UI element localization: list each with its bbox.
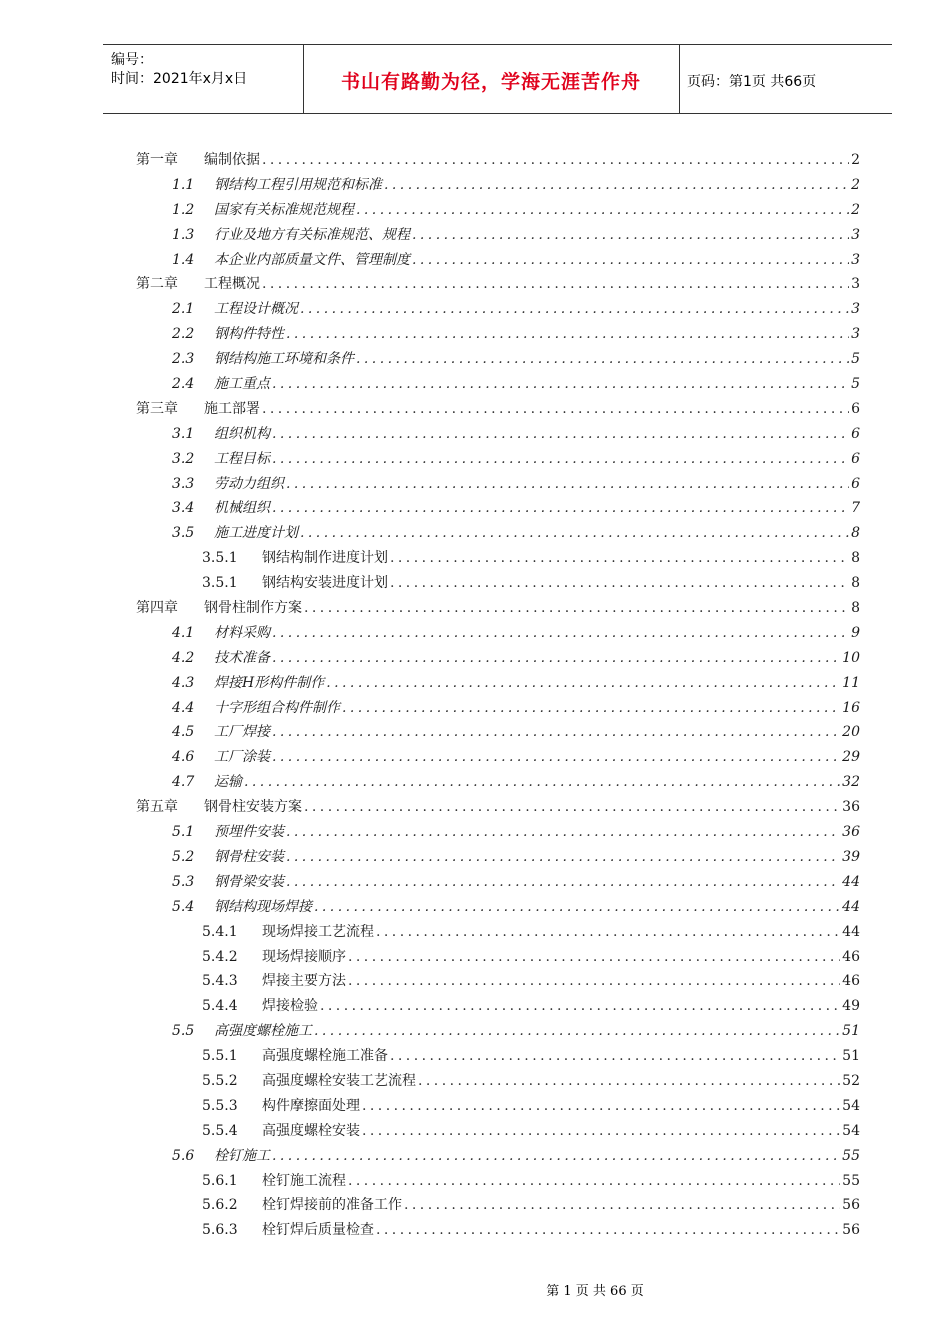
dot-leader: [348, 969, 840, 994]
toc-entry-number: 1.1: [172, 176, 195, 193]
toc-entry[interactable]: [136, 745, 860, 770]
toc-entry-title: 钢构件特性: [214, 326, 284, 343]
toc-entry-page: 8: [851, 525, 860, 542]
dot-leader: [272, 422, 849, 447]
dot-leader: [262, 148, 849, 173]
dot-leader: [412, 248, 849, 273]
header-divider: [303, 45, 304, 113]
toc-entry[interactable]: [136, 571, 860, 596]
toc-entry[interactable]: [136, 223, 860, 248]
toc-entry-title: 构件摩擦面处理: [262, 1097, 360, 1114]
toc-entry-page: 8: [851, 600, 860, 617]
dot-leader: [300, 297, 849, 322]
toc-entry-title: 栓钉施工流程: [262, 1172, 346, 1189]
toc-entry-page: 44: [842, 923, 860, 940]
toc-entry-number: 3.5.1: [202, 575, 238, 592]
toc-entry[interactable]: [136, 347, 860, 372]
toc-entry-title: 工程设计概况: [214, 301, 298, 318]
toc-entry[interactable]: [136, 372, 860, 397]
toc-entry-page: 6: [851, 425, 860, 442]
dot-leader: [390, 1044, 840, 1069]
toc-entry-page: 3: [851, 326, 860, 343]
dot-leader: [384, 173, 849, 198]
toc-entry-page: 56: [842, 1197, 860, 1214]
toc-entry-page: 3: [851, 251, 860, 268]
toc-entry-title: 高强度螺栓施工: [214, 1023, 312, 1040]
dot-leader: [390, 546, 849, 571]
toc-entry[interactable]: [136, 795, 860, 820]
toc-entry-number: 2.1: [172, 301, 195, 318]
dot-leader: [272, 447, 849, 472]
toc-entry-page: 56: [842, 1222, 860, 1239]
header-divider: [679, 45, 680, 113]
dot-leader: [286, 322, 849, 347]
toc-entry-number: 5.5.1: [202, 1048, 238, 1065]
toc-entry[interactable]: [136, 671, 860, 696]
toc-entry-number: 3.4: [172, 500, 195, 517]
dot-leader: [262, 397, 849, 422]
toc-entry-page: 54: [842, 1097, 860, 1114]
date-label: 时间：2021年x月x日: [111, 71, 248, 87]
dot-leader: [286, 870, 840, 895]
toc-entry[interactable]: [136, 521, 860, 546]
footer-page-number: 第 1 页 共 66 页: [546, 1284, 644, 1299]
toc-entry-title: 工程目标: [214, 450, 270, 467]
dot-leader: [272, 1144, 840, 1169]
dot-leader: [314, 1019, 840, 1044]
dot-leader: [272, 720, 840, 745]
toc-entry[interactable]: [136, 322, 860, 347]
toc-entry-number: 2.3: [172, 351, 195, 368]
toc-entry-number: 4.7: [172, 774, 195, 791]
toc-entry-page: 55: [842, 1147, 860, 1164]
toc-entry-title: 高强度螺栓安装工艺流程: [262, 1072, 416, 1089]
toc-entry-page: 2: [851, 152, 860, 168]
toc-entry-number: 5.5: [172, 1023, 195, 1040]
table-of-contents: [136, 148, 860, 1243]
toc-entry[interactable]: [136, 447, 860, 472]
toc-entry[interactable]: [136, 1044, 860, 1069]
toc-entry[interactable]: [136, 646, 860, 671]
toc-entry-number: 4.1: [172, 624, 195, 641]
dot-leader: [320, 994, 840, 1019]
toc-entry-number: 5.2: [172, 848, 195, 865]
toc-entry-title: 钢结构施工环境和条件: [214, 351, 354, 368]
toc-entry-page: 36: [842, 799, 860, 816]
toc-entry-page: 10: [842, 649, 860, 666]
toc-entry-number: 第四章: [136, 600, 178, 617]
dot-leader: [262, 272, 849, 297]
toc-entry-title: 工程概况: [204, 276, 260, 293]
toc-entry-page: 44: [842, 873, 860, 890]
toc-entry[interactable]: [136, 895, 860, 920]
serial-label: 编号：: [111, 52, 153, 68]
toc-entry-number: 2.2: [172, 326, 195, 343]
toc-entry-number: 1.4: [172, 251, 195, 268]
toc-entry-title: 行业及地方有关标准规范、规程: [214, 226, 410, 243]
toc-entry-page: 6: [851, 450, 860, 467]
toc-entry-number: 5.4.1: [202, 923, 238, 940]
toc-entry-number: 第一章: [136, 152, 178, 168]
dot-leader: [272, 496, 849, 521]
toc-entry-number: 4.3: [172, 674, 195, 691]
toc-entry[interactable]: [136, 770, 860, 795]
toc-entry-title: 现场焊接顺序: [262, 948, 346, 965]
toc-entry-page: 46: [842, 973, 860, 990]
toc-entry-title: 栓钉施工: [214, 1147, 270, 1164]
toc-entry-number: 5.6.3: [202, 1222, 238, 1239]
toc-entry-title: 钢结构工程引用规范和标准: [214, 176, 382, 193]
toc-entry[interactable]: [136, 1094, 860, 1119]
dot-leader: [272, 646, 840, 671]
toc-entry[interactable]: [136, 696, 860, 721]
toc-entry-title: 工厂焊接: [214, 724, 270, 741]
toc-entry-page: 44: [842, 898, 860, 915]
dot-leader: [356, 347, 849, 372]
toc-entry[interactable]: [136, 969, 860, 994]
toc-entry[interactable]: [136, 546, 860, 571]
dot-leader: [348, 945, 840, 970]
toc-entry-page: 2: [851, 176, 860, 193]
toc-entry[interactable]: [136, 820, 860, 845]
header-meta: [111, 51, 247, 89]
toc-entry[interactable]: [136, 1193, 860, 1218]
toc-entry-page: 6: [851, 475, 860, 492]
toc-entry[interactable]: [136, 945, 860, 970]
dot-leader: [244, 770, 840, 795]
toc-entry[interactable]: [136, 870, 860, 895]
dot-leader: [272, 621, 849, 646]
dot-leader: [376, 1218, 840, 1243]
toc-entry-title: 本企业内部质量文件、管理制度: [214, 251, 410, 268]
toc-entry-title: 编制依据: [204, 152, 260, 168]
dot-leader: [376, 920, 840, 945]
toc-entry-title: 焊接主要方法: [262, 973, 346, 990]
toc-entry-number: 2.4: [172, 376, 195, 393]
toc-entry-page: 52: [842, 1072, 860, 1089]
toc-entry-title: 钢结构安装进度计划: [262, 575, 388, 592]
toc-entry-number: 5.4.4: [202, 998, 238, 1015]
dot-leader: [362, 1119, 840, 1144]
toc-entry-page: 20: [842, 724, 860, 741]
dot-leader: [286, 820, 840, 845]
toc-entry-page: 29: [842, 749, 860, 766]
dot-leader: [342, 696, 840, 721]
toc-entry-title: 十字形组合构件制作: [214, 699, 340, 716]
toc-entry-number: 5.6.2: [202, 1197, 238, 1214]
toc-entry[interactable]: [136, 397, 860, 422]
toc-entry[interactable]: [136, 1218, 860, 1243]
toc-entry[interactable]: [136, 994, 860, 1019]
toc-entry-number: 1.2: [172, 201, 195, 218]
toc-entry[interactable]: [136, 920, 860, 945]
toc-entry-page: 32: [842, 774, 860, 791]
toc-entry-number: 4.5: [172, 724, 195, 741]
toc-entry[interactable]: [136, 621, 860, 646]
toc-entry-page: 6: [851, 400, 860, 417]
toc-entry-number: 5.5.2: [202, 1072, 238, 1089]
toc-entry-number: 4.6: [172, 749, 195, 766]
toc-entry-page: 51: [842, 1048, 860, 1065]
toc-entry[interactable]: [136, 422, 860, 447]
toc-entry-title: 钢骨柱制作方案: [204, 600, 302, 617]
dot-leader: [418, 1069, 840, 1094]
header-page-info: 页码：第1页 共66页: [687, 74, 817, 90]
toc-entry-page: 3: [851, 301, 860, 318]
toc-entry-number: 4.2: [172, 649, 195, 666]
toc-entry-page: 36: [842, 824, 860, 841]
toc-entry-title: 施工部署: [204, 400, 260, 417]
toc-entry-title: 现场焊接工艺流程: [262, 923, 374, 940]
toc-entry-number: 5.4: [172, 898, 195, 915]
toc-entry-number: 第二章: [136, 276, 178, 293]
toc-entry-title: 国家有关标准规范规程: [214, 201, 354, 218]
toc-entry-title: 预埋件安装: [214, 824, 284, 841]
toc-entry-page: 51: [842, 1023, 860, 1040]
toc-entry-number: 3.3: [172, 475, 195, 492]
toc-entry-page: 55: [842, 1172, 860, 1189]
dot-leader: [412, 223, 849, 248]
toc-entry-title: 运输: [214, 774, 242, 791]
toc-entry[interactable]: [136, 198, 860, 223]
toc-entry[interactable]: [136, 720, 860, 745]
toc-entry-page: 9: [851, 624, 860, 641]
toc-entry-title: 栓钉焊接前的准备工作: [262, 1197, 402, 1214]
toc-entry-page: 2: [851, 201, 860, 218]
toc-entry[interactable]: [136, 272, 860, 297]
toc-entry-page: 54: [842, 1122, 860, 1139]
dot-leader: [304, 795, 840, 820]
toc-entry-number: 5.3: [172, 873, 195, 890]
toc-entry-title: 施工进度计划: [214, 525, 298, 542]
toc-entry-page: 46: [842, 948, 860, 965]
dot-leader: [390, 571, 849, 596]
dot-leader: [356, 198, 849, 223]
toc-entry-title: 钢骨柱安装: [214, 848, 284, 865]
dot-leader: [362, 1094, 840, 1119]
toc-entry-page: 5: [851, 351, 860, 368]
toc-entry-page: 5: [851, 376, 860, 393]
toc-entry-number: 3.2: [172, 450, 195, 467]
toc-entry-title: 组织机构: [214, 425, 270, 442]
toc-entry-title: 焊接检验: [262, 998, 318, 1015]
toc-entry-title: 机械组织: [214, 500, 270, 517]
toc-entry[interactable]: [136, 173, 860, 198]
toc-entry-page: 16: [842, 699, 860, 716]
page-footer: [0, 1280, 950, 1299]
toc-entry-number: 5.4.2: [202, 948, 238, 965]
toc-entry-number: 5.6: [172, 1147, 195, 1164]
toc-entry-page: 39: [842, 848, 860, 865]
toc-entry-page: 3: [851, 226, 860, 243]
toc-entry-title: 材料采购: [214, 624, 270, 641]
toc-entry-page: 7: [851, 500, 860, 517]
toc-entry-number: 5.5.3: [202, 1097, 238, 1114]
dot-leader: [272, 745, 840, 770]
toc-entry[interactable]: [136, 1144, 860, 1169]
toc-entry-number: 5.6.1: [202, 1172, 238, 1189]
toc-entry-title: 钢结构制作进度计划: [262, 550, 388, 567]
toc-entry-number: 4.4: [172, 699, 195, 716]
dot-leader: [326, 671, 840, 696]
dot-leader: [286, 472, 849, 497]
toc-entry-title: 钢骨柱安装方案: [204, 799, 302, 816]
toc-entry[interactable]: [136, 248, 860, 273]
dot-leader: [272, 372, 849, 397]
toc-entry-title: 高强度螺栓安装: [262, 1122, 360, 1139]
toc-entry-title: 钢骨梁安装: [214, 873, 284, 890]
toc-entry[interactable]: [136, 845, 860, 870]
toc-entry-title: 施工重点: [214, 376, 270, 393]
toc-entry-title: 技术准备: [214, 649, 270, 666]
toc-entry-number: 第三章: [136, 400, 178, 417]
toc-entry-page: 8: [851, 550, 860, 567]
dot-leader: [300, 521, 849, 546]
toc-entry[interactable]: [136, 1019, 860, 1044]
dot-leader: [404, 1193, 840, 1218]
toc-entry-title: 钢结构现场焊接: [214, 898, 312, 915]
toc-entry-number: 3.5.1: [202, 550, 238, 567]
toc-entry-title: 高强度螺栓施工准备: [262, 1048, 388, 1065]
toc-entry-page: 8: [851, 575, 860, 592]
toc-entry-title: 工厂涂装: [214, 749, 270, 766]
toc-entry-page: 11: [842, 674, 860, 691]
toc-entry[interactable]: [136, 1119, 860, 1144]
toc-entry[interactable]: [136, 1069, 860, 1094]
toc-entry-page: 3: [851, 276, 860, 293]
toc-entry-number: 5.1: [172, 824, 195, 841]
dot-leader: [348, 1169, 840, 1194]
dot-leader: [304, 596, 849, 621]
toc-entry[interactable]: [136, 297, 860, 322]
toc-entry[interactable]: [136, 496, 860, 521]
toc-entry-number: 5.5.4: [202, 1122, 238, 1139]
toc-entry-title: 焊接H形构件制作: [214, 674, 325, 691]
dot-leader: [286, 845, 840, 870]
toc-entry[interactable]: [136, 148, 860, 173]
toc-entry-number: 1.3: [172, 226, 195, 243]
header-motto: 书山有路勤为径，学海无涯苦作舟: [340, 71, 641, 93]
toc-entry-page: 49: [842, 998, 860, 1015]
dot-leader: [314, 895, 840, 920]
toc-entry[interactable]: [136, 1169, 860, 1194]
toc-entry-number: 5.4.3: [202, 973, 238, 990]
document-header: [103, 44, 892, 114]
toc-entry[interactable]: [136, 472, 860, 497]
toc-entry[interactable]: [136, 596, 860, 621]
toc-entry-number: 3.5: [172, 525, 195, 542]
toc-entry-title: 劳动力组织: [214, 475, 284, 492]
toc-entry-number: 3.1: [172, 425, 195, 442]
toc-entry-number: 第五章: [136, 799, 178, 816]
toc-entry-title: 栓钉焊后质量检查: [262, 1222, 374, 1239]
